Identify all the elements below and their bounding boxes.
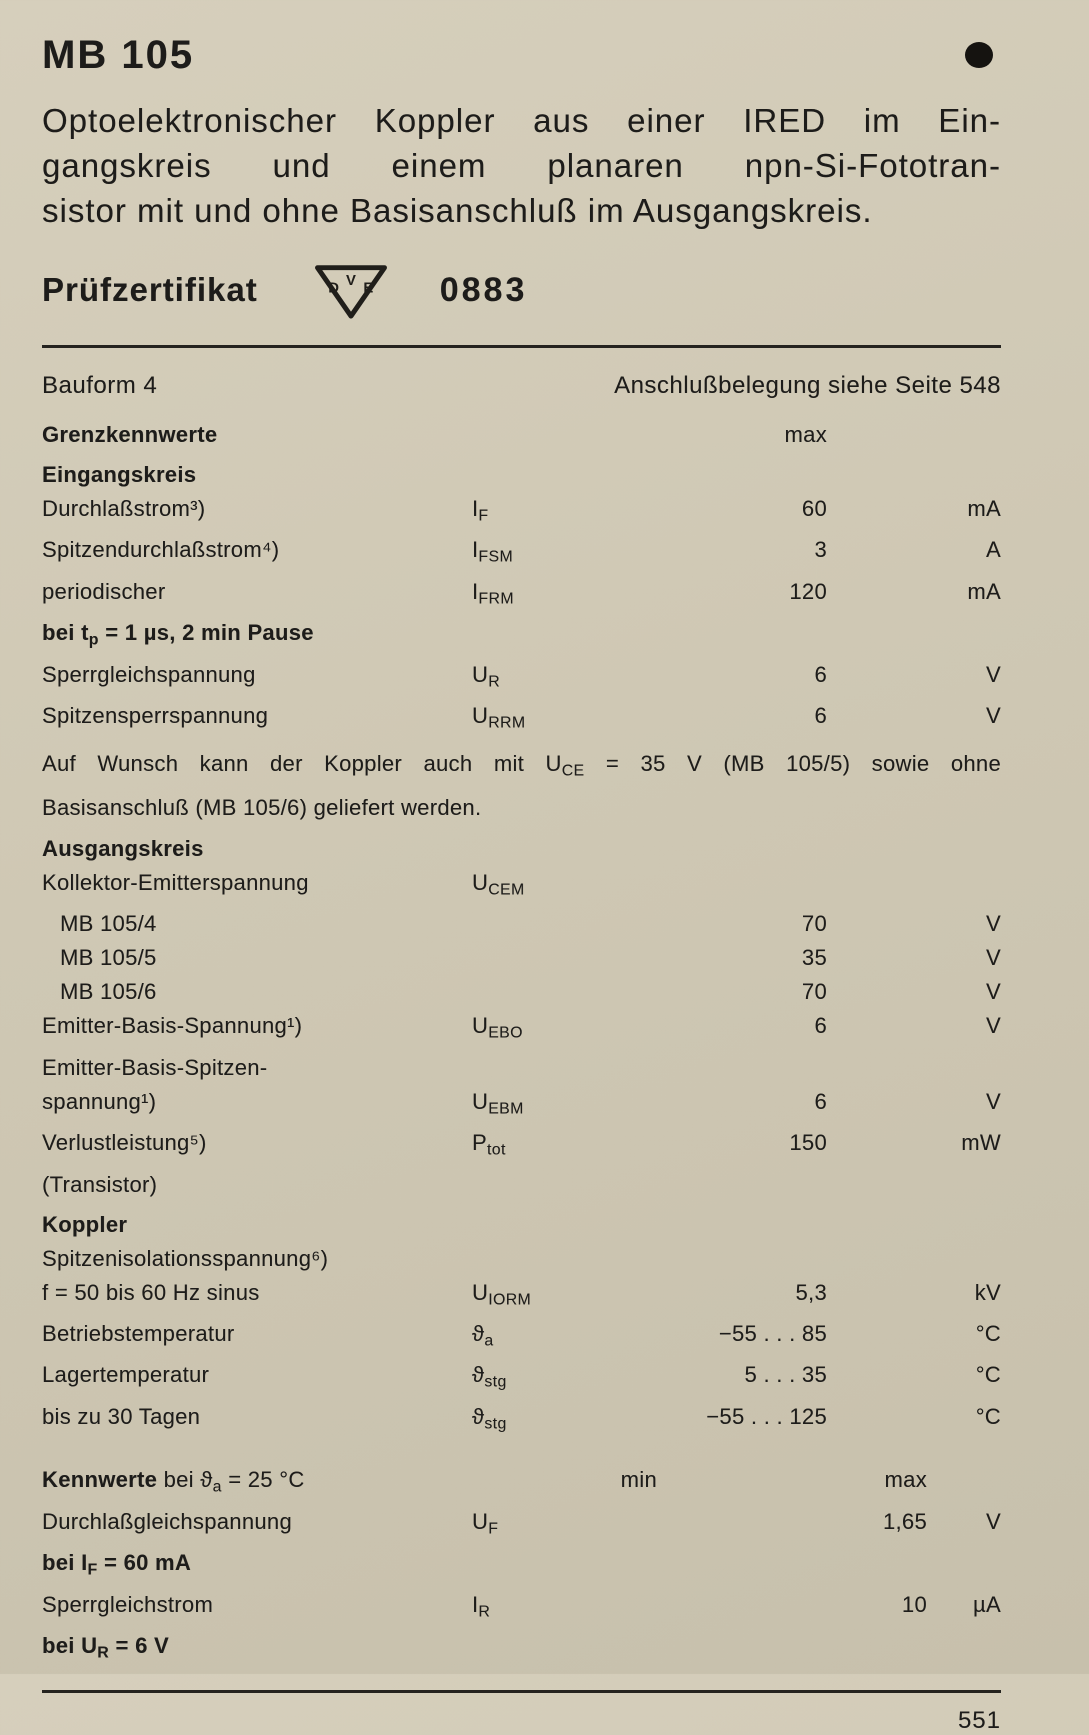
symbol-main: U — [472, 1013, 489, 1039]
table-row — [42, 699, 1001, 740]
condition-pre: bei t — [42, 620, 89, 646]
bottom-divider — [42, 1690, 1001, 1693]
min-column-header: min — [620, 1467, 657, 1493]
section-koppler: Koppler — [42, 1211, 128, 1237]
condition-post: = 60 mA — [97, 1550, 192, 1576]
row-value: 6 — [814, 703, 827, 729]
condition-pre: bei I — [42, 1550, 88, 1576]
kennwerte-condition-post: = 25 °C — [221, 1467, 305, 1493]
table-row — [42, 1242, 1001, 1276]
symbol-main: U — [472, 661, 489, 687]
kennwerte-condition-pre: bei ϑ — [157, 1467, 213, 1493]
row-symbol — [472, 866, 657, 907]
row-unit: °C — [975, 1362, 1001, 1388]
page-number: 551 — [957, 1707, 1001, 1735]
symbol-sub: F — [478, 507, 489, 525]
vde-letter-v: V — [345, 273, 356, 290]
row-label: Spitzensperrspannung — [42, 703, 269, 729]
table-row — [42, 1546, 1001, 1587]
row-value: 35 — [801, 945, 827, 971]
symbol-sub: EBM — [488, 1100, 524, 1118]
row-value: 5,3 — [795, 1279, 827, 1305]
table-header-row — [42, 418, 1001, 452]
row-value: 70 — [801, 979, 827, 1005]
row-value: 6 — [814, 1088, 827, 1114]
symbol-main: I — [472, 537, 479, 563]
row-value: 150 — [789, 1130, 827, 1156]
row-value: 3 — [814, 537, 827, 563]
row-condition — [42, 1546, 472, 1587]
condition-sub: p — [88, 631, 99, 649]
section-kennwerte — [42, 1463, 472, 1504]
table-row — [42, 1168, 1001, 1202]
row-unit: V — [986, 945, 1001, 971]
symbol-main: ϑ — [472, 1403, 485, 1429]
section-grenzkennwerte: Grenzkennwerte — [42, 422, 218, 447]
row-label: MB 105/4 — [60, 911, 157, 937]
table-row — [42, 907, 1001, 941]
row-label: Durchlaßgleichspannung — [42, 1508, 292, 1534]
row-unit: °C — [975, 1321, 1001, 1347]
row-label: Sperrgleichspannung — [42, 661, 256, 687]
table-row — [42, 1629, 1001, 1670]
condition-sub: R — [97, 1644, 110, 1662]
bullet-mark-icon — [965, 42, 993, 68]
symbol-main: U — [472, 703, 489, 729]
symbol-sub: R — [488, 673, 501, 691]
row-label: Emitter-Basis-Spitzen- — [42, 1054, 268, 1080]
vde-letter-d: D — [327, 280, 339, 297]
row-value: 120 — [789, 578, 827, 604]
row-label: Verlustleistung⁵) — [42, 1130, 207, 1156]
symbol-main: U — [472, 1279, 489, 1305]
symbol-sub: EBO — [488, 1024, 523, 1042]
title-row — [42, 26, 1001, 84]
certificate-row — [42, 259, 1001, 321]
table-row — [42, 1505, 1001, 1546]
row-label: bis zu 30 Tagen — [42, 1403, 201, 1429]
table-row — [42, 1358, 1001, 1399]
row-symbol — [472, 658, 657, 699]
row-unit: mA — [967, 496, 1001, 521]
row-value: 60 — [801, 496, 827, 521]
row-unit: V — [986, 1088, 1001, 1114]
table-row — [42, 492, 1001, 533]
max-column-header: max — [784, 422, 827, 447]
row-value: −55 . . . 125 — [706, 1403, 827, 1429]
row-label: Betriebstemperatur — [42, 1321, 235, 1347]
certificate-label: Prüfzertifikat — [42, 271, 258, 308]
note-post: = 35 V (MB 105/5) sowie ohne — [584, 750, 1001, 776]
symbol-sub: IORM — [488, 1291, 532, 1309]
row-symbol — [472, 1317, 657, 1358]
condition-post: = 1 µs, 2 min Pause — [98, 620, 314, 646]
row-label: Spitzendurchlaßstrom⁴) — [42, 537, 280, 563]
table-row — [42, 1400, 1001, 1441]
section-ausgangskreis: Ausgangskreis — [42, 835, 204, 861]
row-value: 1,65 — [882, 1508, 927, 1534]
row-value: 6 — [814, 661, 827, 687]
row-unit: V — [986, 1508, 1001, 1534]
kennwerte-header-row — [42, 1463, 1001, 1504]
table-row — [42, 658, 1001, 699]
symbol-sub: F — [488, 1520, 499, 1538]
row-value: −55 . . . 85 — [718, 1321, 827, 1347]
kennwerte-condition-sub: a — [212, 1478, 222, 1496]
row-unit: mA — [967, 578, 1001, 604]
row-label: Spitzenisolationsspannung⁶) — [42, 1245, 329, 1271]
table-row — [42, 941, 1001, 975]
certificate-number: 0883 — [439, 270, 528, 309]
note-pre: Auf Wunsch kann der Koppler auch mit U — [42, 750, 562, 776]
symbol-sub: CEM — [488, 881, 525, 899]
symbol-sub: stg — [484, 1415, 507, 1433]
max-column-header: max — [884, 1467, 927, 1493]
table-row — [42, 866, 1001, 907]
table-row — [42, 1009, 1001, 1050]
row-value: 10 — [901, 1591, 927, 1617]
symbol-main: I — [472, 1591, 479, 1617]
row-condition — [42, 616, 472, 657]
section-eingangskreis: Eingangskreis — [42, 462, 197, 487]
symbol-main: ϑ — [472, 1321, 485, 1347]
top-divider — [42, 345, 1001, 348]
bauform-row — [42, 372, 1001, 400]
table-row — [42, 1317, 1001, 1358]
symbol-main: I — [472, 496, 479, 521]
page-title: MB 105 — [42, 32, 195, 77]
row-symbol — [472, 1009, 657, 1050]
row-condition — [42, 1629, 472, 1670]
row-label: spannung¹) — [42, 1088, 157, 1114]
symbol-sub: a — [484, 1332, 494, 1350]
symbol-sub: tot — [486, 1141, 506, 1159]
row-value: 5 . . . 35 — [744, 1362, 827, 1388]
table-row — [42, 575, 1001, 616]
note-sub: CE — [561, 761, 585, 779]
row-symbol — [472, 1126, 657, 1167]
row-unit: A — [986, 537, 1001, 563]
ratings-table — [42, 418, 1001, 1670]
table-row — [42, 1126, 1001, 1167]
row-symbol — [472, 492, 657, 533]
row-unit: V — [986, 661, 1001, 687]
page-number-row — [42, 1707, 1001, 1735]
row-label: Durchlaßstrom³) — [42, 496, 206, 521]
description-line: Optoelektronischer Koppler aus einer IRED im Ein- — [42, 102, 1001, 139]
symbol-sub: stg — [484, 1373, 507, 1391]
symbol-main: ϑ — [472, 1362, 485, 1388]
row-symbol — [472, 575, 657, 616]
row-unit: °C — [975, 1403, 1001, 1429]
row-label: (Transistor) — [42, 1171, 158, 1197]
row-symbol — [472, 1588, 657, 1629]
note-line: Basisanschluß (MB 105/6) geliefert werden. — [42, 794, 482, 820]
table-row — [42, 1276, 1001, 1317]
row-symbol — [472, 533, 657, 574]
condition-post: = 6 V — [109, 1633, 170, 1659]
table-row — [42, 616, 1001, 657]
row-label: periodischer — [42, 578, 166, 604]
row-unit: kV — [974, 1279, 1001, 1305]
symbol-sub: FRM — [478, 590, 514, 608]
row-symbol — [472, 1358, 657, 1399]
note-line — [42, 745, 1001, 789]
row-label: f = 50 bis 60 Hz sinus — [42, 1279, 260, 1305]
row-unit: V — [986, 1013, 1001, 1039]
row-unit: V — [986, 911, 1001, 937]
row-unit: V — [986, 979, 1001, 1005]
row-symbol — [472, 1276, 657, 1317]
description-line: sistor mit und ohne Basisanschluß im Ausgangskreis. — [42, 192, 873, 229]
table-row — [42, 975, 1001, 1009]
table-row — [42, 1051, 1001, 1085]
condition-sub: F — [87, 1561, 98, 1579]
symbol-sub: FSM — [478, 548, 514, 566]
symbol-main: P — [472, 1130, 487, 1156]
row-symbol — [472, 1400, 657, 1441]
row-value: 6 — [814, 1013, 827, 1039]
row-symbol — [472, 1085, 657, 1126]
vde-letter-e: E — [363, 280, 374, 297]
table-row — [42, 1588, 1001, 1629]
description — [42, 98, 1001, 233]
row-label: Emitter-Basis-Spannung¹) — [42, 1013, 303, 1039]
row-label: Sperrgleichstrom — [42, 1591, 214, 1617]
vde-triangle-icon — [310, 259, 392, 321]
row-symbol — [472, 1505, 657, 1546]
symbol-main: I — [472, 578, 479, 604]
pinout-reference: Anschlußbelegung siehe Seite 548 — [614, 372, 1001, 399]
row-label: Lagertemperatur — [42, 1362, 210, 1388]
row-unit: µA — [973, 1591, 1001, 1617]
row-unit: mW — [961, 1130, 1001, 1156]
symbol-sub: RRM — [488, 714, 526, 732]
table-row — [42, 533, 1001, 574]
symbol-main: U — [472, 869, 489, 895]
row-label: MB 105/5 — [60, 945, 157, 971]
condition-pre: bei U — [42, 1633, 98, 1659]
row-label: MB 105/6 — [60, 979, 157, 1005]
kennwerte-title: Kennwerte — [42, 1467, 158, 1493]
row-label: Kollektor-Emitterspannung — [42, 869, 309, 895]
row-value: 70 — [801, 911, 827, 937]
row-symbol — [472, 699, 657, 740]
table-row — [42, 1085, 1001, 1126]
symbol-main: U — [472, 1508, 489, 1534]
option-note — [42, 745, 1001, 826]
bauform-label: Bauform 4 — [42, 372, 158, 399]
row-unit: V — [986, 703, 1001, 729]
symbol-sub: R — [478, 1603, 491, 1621]
description-line: gangskreis und einem planaren npn-Si-Fototran- — [42, 147, 1001, 184]
symbol-main: U — [472, 1088, 489, 1114]
